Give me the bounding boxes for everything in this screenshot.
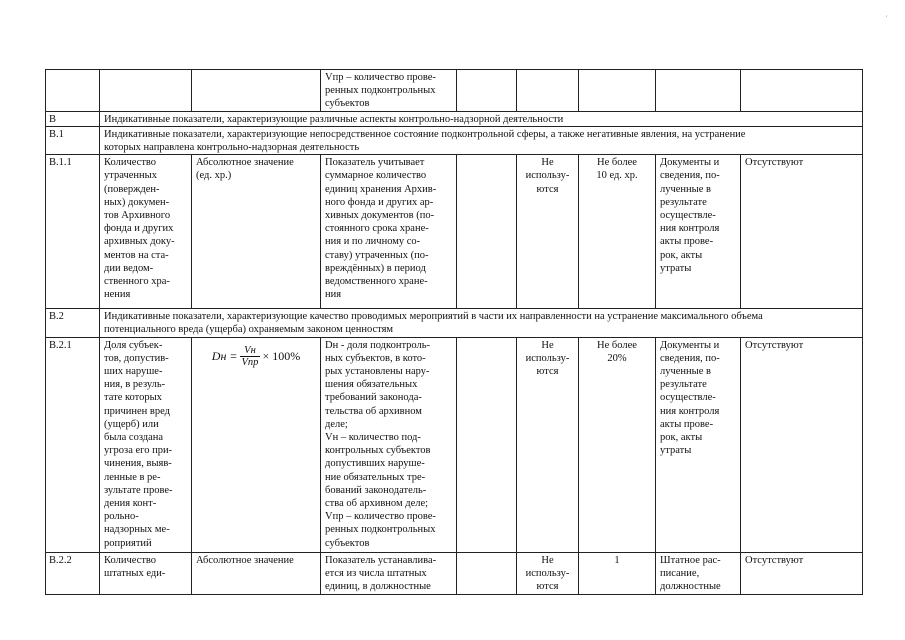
cell-note	[741, 337, 863, 552]
cell-empty	[457, 70, 517, 112]
cell-name	[100, 337, 192, 552]
cell-usage	[517, 155, 579, 309]
cell-target	[579, 70, 656, 112]
source-text: Документы и сведения, по- лученные в результате осуществле- ния контроля акты прове- рок, акты утраты	[660, 157, 720, 274]
section-title: Индикативные показатели, характеризующие различные аспекты контрольно-надзорной деятельности	[100, 111, 863, 126]
formula-numerator: Vн	[244, 344, 256, 356]
cell-target	[579, 155, 656, 309]
note-text: Отсутствуют	[745, 157, 804, 169]
cell-empty	[457, 155, 517, 309]
cell-target	[579, 337, 656, 552]
cell-id: В.1.1	[46, 155, 100, 309]
section-id: В.1	[46, 126, 100, 154]
type-text: Абсолютное значение (ед. хр.)	[196, 157, 294, 182]
source-text: Документы и сведения, по- лученные в результате осуществле- ния контроля акты прове- рок, акты утраты	[660, 339, 720, 457]
indicators-table	[45, 69, 863, 595]
name-text: Количество штатных еди-	[104, 554, 166, 579]
target-text: Не более 20%	[597, 339, 637, 364]
table-row	[46, 337, 863, 552]
section-row	[46, 309, 863, 337]
formula-denominator: Vпр	[241, 356, 259, 368]
usage-text: Не использу- ются	[525, 157, 570, 195]
usage-text: Не использу- ются	[525, 339, 570, 378]
cell-usage	[517, 70, 579, 112]
usage-text: Не использу- ются	[525, 554, 570, 593]
cell-empty	[457, 552, 517, 594]
target-text: Не более 10 ед. хр.	[596, 157, 638, 182]
cell-type	[192, 155, 321, 309]
section-row	[46, 126, 863, 154]
cell-desc	[321, 337, 457, 552]
cell-source	[656, 155, 741, 309]
cell-target	[579, 552, 656, 594]
desc-text: Показатель устанавлива- ется из числа штатных единиц, в должностные	[325, 554, 437, 593]
cell-desc	[321, 155, 457, 309]
cell-desc	[321, 552, 457, 594]
section-id: В	[46, 111, 100, 126]
formula-fraction	[241, 345, 260, 368]
name-text: Количество утраченных (повержден- ных) докумен- тов Архивного фонда и других архивных доку- ментов на ста- дии ведом- ственного хра- нения	[104, 157, 175, 301]
cell-name	[100, 552, 192, 594]
desc-text: Dн - доля подконтроль- ных субъектов, в кото- рых установлены нару- шения обязательных требований законода- тельства об архивном деле; Vн – количество под- контрольных субъектов допустивших наруше- ние обязательных тре- бований законодатель- ства об архивном деле; Vпр – количество прове- ренных подконтрольных субъектов	[325, 339, 436, 549]
cell-source	[656, 337, 741, 552]
cell-note	[741, 155, 863, 309]
cell-name	[100, 155, 192, 309]
cell-id	[46, 70, 100, 112]
section-title: Индикативные показатели, характеризующие качество проводимых мероприятий в части их направленности на устранение максимального объема потенциального вреда (ущерба) охраняемым законом ценностям	[100, 309, 863, 337]
desc-text: Vпр – количество прове- ренных подконтрольных субъектов	[325, 72, 436, 110]
cell-id: В.2.1	[46, 337, 100, 552]
cell-source	[656, 70, 741, 112]
table-row	[46, 70, 863, 112]
section-id: В.2	[46, 309, 100, 337]
section-row	[46, 111, 863, 126]
note-text: Отсутствуют	[745, 554, 804, 566]
section-title: Индикативные показатели, характеризующие непосредственное состояние подконтрольной сферы, а также негативные явления, на устранение которых направлена контрольно-надзорная деятельность	[100, 126, 863, 154]
cell-usage	[517, 337, 579, 552]
cell-type	[192, 552, 321, 594]
cell-type	[192, 70, 321, 112]
cell-id: В.2.2	[46, 552, 100, 594]
target-text: 1	[614, 554, 620, 566]
desc-text: Показатель учитывает суммарное количество единиц хранения Архив- ного фонда и других ар- хивных документов (по- стоянного срока хране- ния и по личному со- ставу) утраченных (по- вреждённых) в период ведомственного хране- ния	[325, 157, 437, 301]
formula-tail: × 100%	[262, 348, 301, 363]
cell-source	[656, 552, 741, 594]
table-row	[46, 155, 863, 309]
formula	[196, 339, 316, 368]
table-row	[46, 552, 863, 594]
source-text: Штатное рас- писание, должностные	[660, 554, 721, 593]
page-mark: '	[886, 14, 888, 23]
cell-name	[100, 70, 192, 112]
formula-lhs: Dн =	[211, 348, 238, 363]
cell-note	[741, 552, 863, 594]
type-text: Абсолютное значение	[196, 554, 294, 566]
cell-note	[741, 70, 863, 112]
note-text: Отсутствуют	[745, 339, 804, 351]
cell-formula	[192, 337, 321, 552]
name-text: Доля субъек- тов, допустив- ших наруше- ния, в резуль- тате которых причинен вред (ущерб) или была создана угроза его при- чинения, выяв- ленные в ре- зультате прове- дения конт- рольно- надзорных ме- роприятий	[104, 339, 173, 549]
cell-empty	[457, 337, 517, 552]
cell-usage	[517, 552, 579, 594]
cell-desc	[321, 70, 457, 112]
